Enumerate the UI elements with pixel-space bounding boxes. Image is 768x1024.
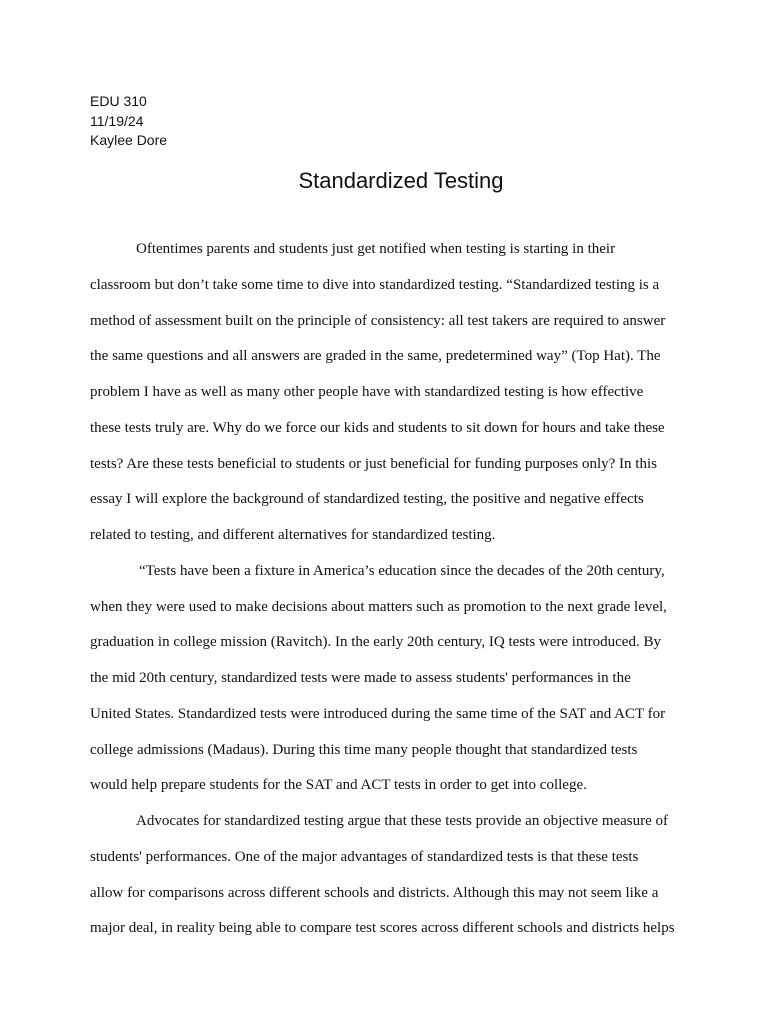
paragraph-1-line: related to testing, and different alternatives for standardized testing.	[90, 527, 496, 543]
document-date: 11/19/24	[90, 112, 144, 129]
paragraph-1-line: essay I will explore the background of standardized testing, the positive and negative effects	[90, 491, 644, 508]
paragraph-2-line: when they were used to make decisions about matters such as promotion to the next grade level,	[90, 598, 667, 615]
paragraph-2-line: United States. Standardized tests were introduced during the same time of the SAT and ACT for	[90, 705, 666, 722]
paragraph-3-line: Advocates for standardized testing argue that these tests provide an objective measure of	[136, 813, 669, 829]
document-header	[90, 92, 167, 151]
paragraph-1-line: Oftentimes parents and students just get notified when testing is starting in their	[136, 241, 616, 257]
paragraph-2-line: “Tests have been a fixture in America’s education since the decades of the 20th century,	[139, 562, 665, 579]
paragraph-2-line: college admissions (Madaus). During this time many people thought that standardized tests	[90, 741, 638, 758]
paragraph-1-line: method of assessment built on the principle of consistency: all test takers are required to answer	[90, 312, 666, 329]
paragraph-3-line: students' performances. One of the major advantages of standardized tests is that these tests	[90, 848, 639, 865]
essay-body	[90, 232, 675, 947]
course-code: EDU 310	[90, 93, 147, 109]
paragraph-3-line: major deal, in reality being able to compare test scores across different schools and districts helps	[90, 920, 675, 937]
author-name: Kaylee Dore	[90, 132, 168, 148]
paragraph-1-line: classroom but don’t take some time to dive into standardized testing. “Standardized testing is a	[90, 276, 660, 293]
document-title: Standardized Testing	[298, 168, 504, 193]
paragraph-2-line: graduation in college mission (Ravitch). In the early 20th century, IQ tests were introduced. By	[90, 634, 661, 651]
paragraph-2-line: would help prepare students for the SAT and ACT tests in order to get into college.	[90, 777, 587, 794]
paragraph-1-line: these tests truly are. Why do we force our kids and students to sit down for hours and take these	[90, 419, 665, 436]
paragraph-1-line: tests? Are these tests beneficial to students or just beneficial for funding purposes only? In this	[90, 455, 657, 472]
paragraph-3-line: allow for comparisons across different schools and districts. Although this may not seem like a	[90, 884, 659, 901]
paragraph-2-line: the mid 20th century, standardized tests were made to assess students' performances in the	[90, 670, 631, 686]
paragraph-1-line: problem I have as well as many other people have with standardized testing is how effective	[90, 384, 644, 400]
paragraph-1-line: the same questions and all answers are graded in the same, predetermined way” (Top Hat). The	[90, 348, 661, 365]
